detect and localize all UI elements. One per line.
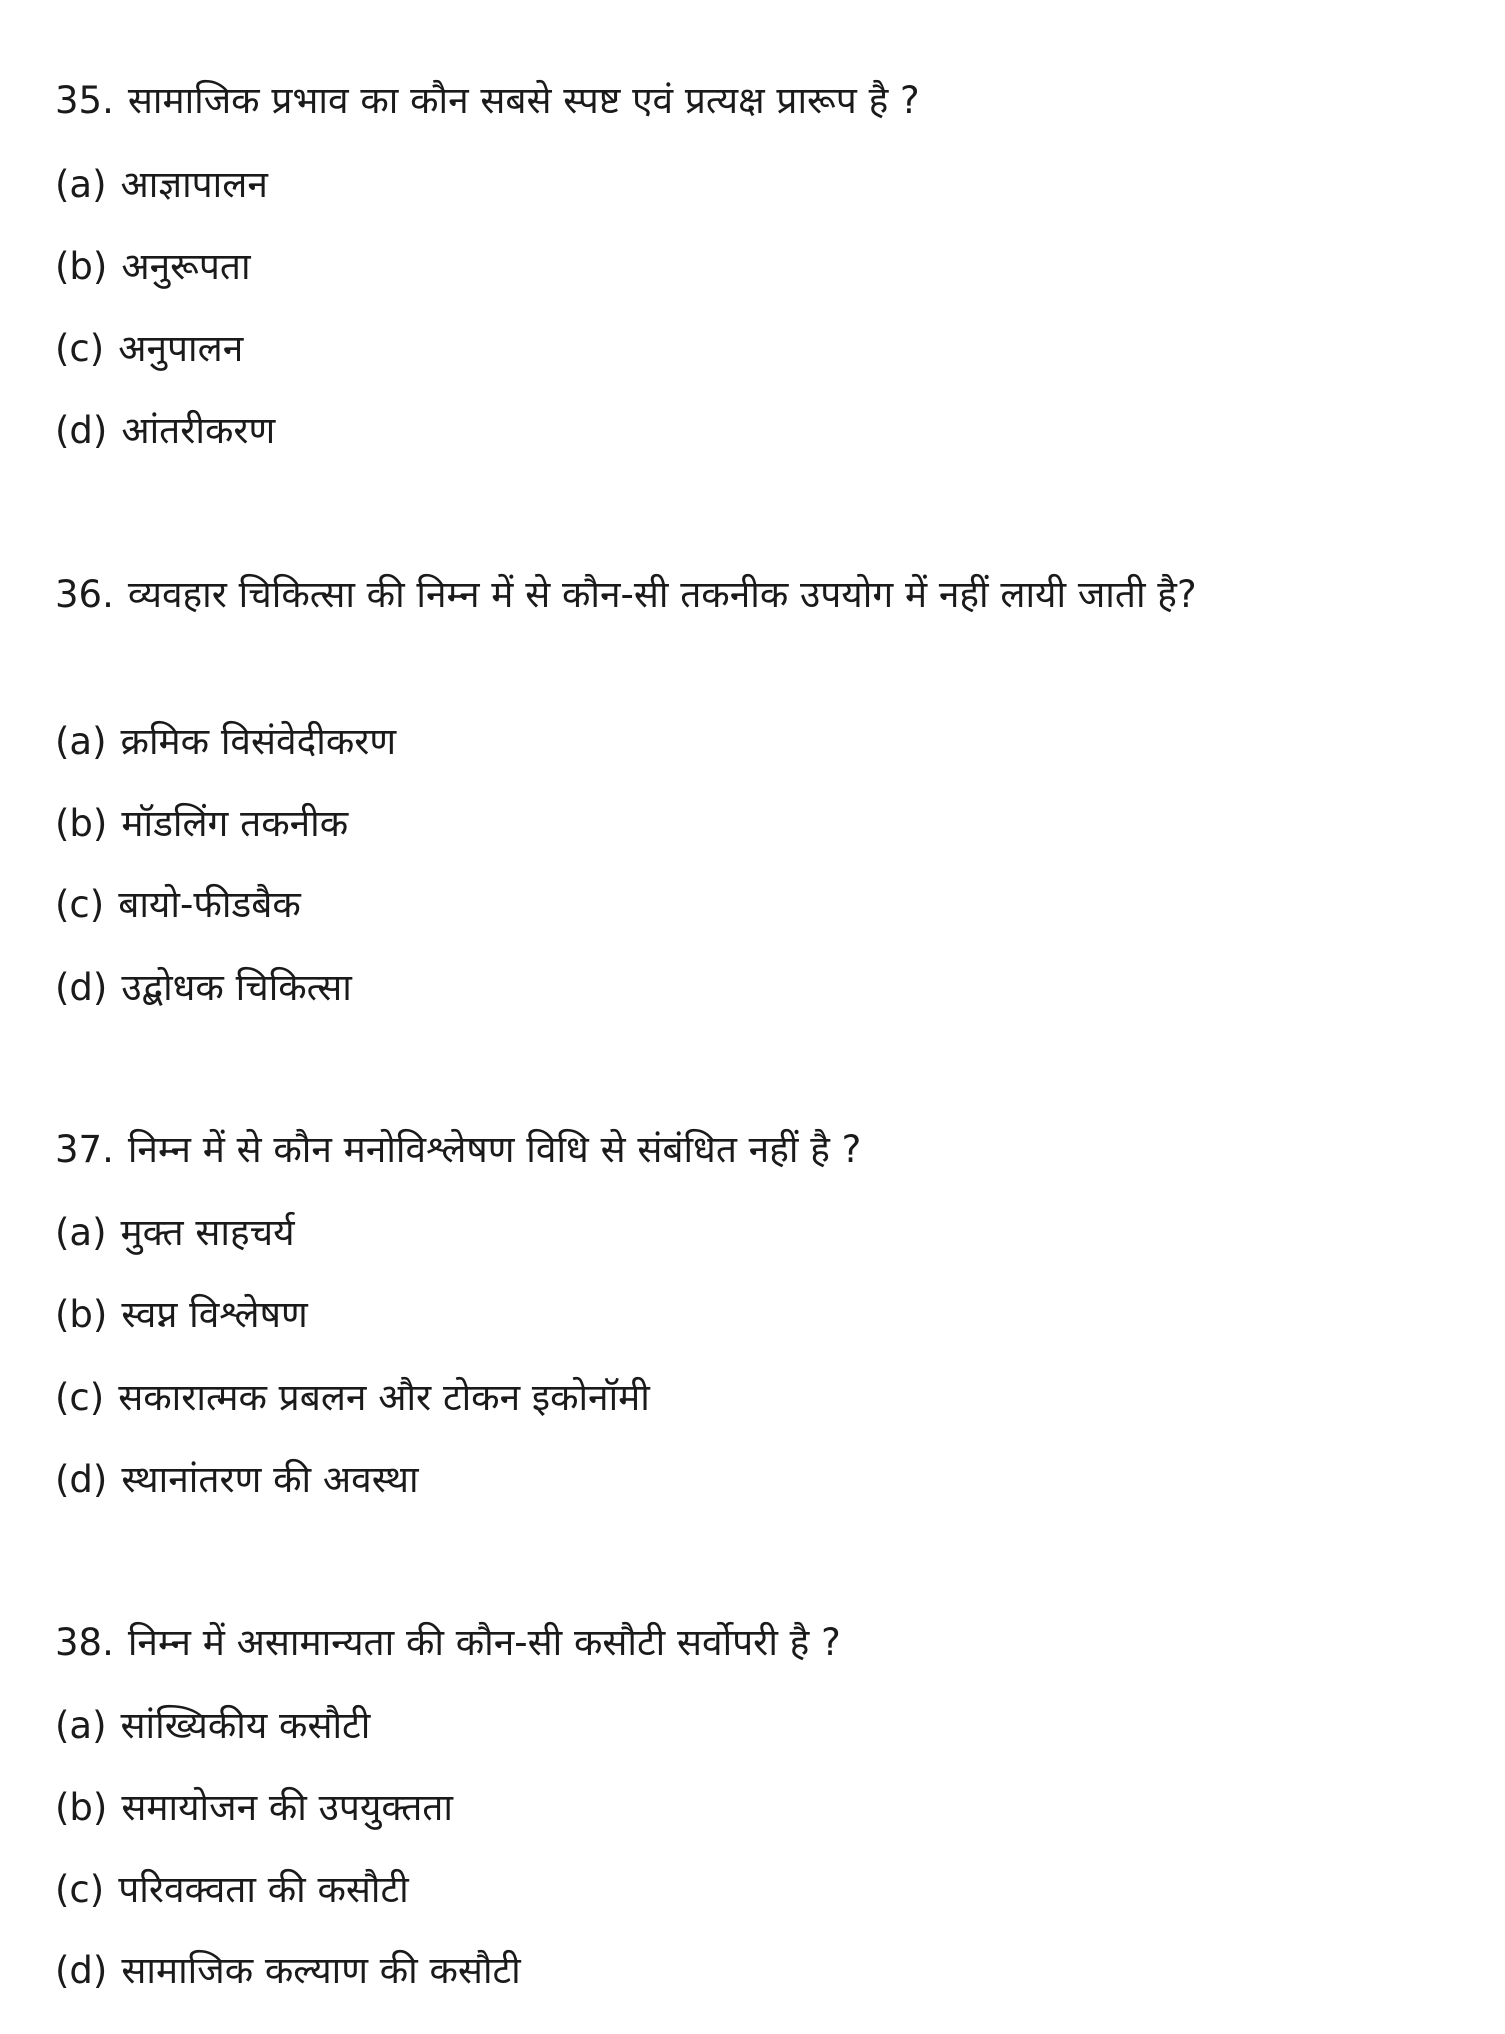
option-35-d [55, 408, 275, 454]
option-38-d [55, 1948, 521, 1994]
option-38-b [55, 1785, 453, 1831]
option-label: (d) [55, 409, 108, 452]
option-text: सांख्यिकीय कसौटी [120, 1704, 371, 1747]
option-label: (b) [55, 1786, 108, 1829]
option-text: सामाजिक कल्याण की कसौटी [121, 1949, 521, 1992]
option-text: परिवक्वता की कसौटी [118, 1868, 409, 1911]
option-label: (d) [55, 1458, 108, 1501]
option-37-a [55, 1210, 295, 1256]
option-37-c [55, 1375, 650, 1421]
question-number: 38. [55, 1621, 114, 1664]
option-text: मॉडलिंग तकनीक [121, 802, 349, 845]
option-label: (a) [55, 163, 107, 206]
option-text: अनुपालन [118, 327, 244, 370]
question-number: 36. [55, 573, 114, 616]
option-text: आज्ञापालन [120, 163, 268, 206]
option-35-c [55, 326, 243, 372]
question-35 [55, 78, 920, 124]
question-37 [55, 1127, 861, 1173]
option-label: (c) [55, 1376, 105, 1419]
option-36-a [55, 719, 396, 765]
option-35-a [55, 162, 268, 208]
question-text: व्यवहार चिकित्सा की निम्न में से कौन-सी तकनीक उपयोग में नहीं लायी जाती है? [127, 573, 1197, 616]
option-text: सकारात्मक प्रबलन और टोकन इकोनॉमी [118, 1376, 650, 1419]
option-text: मुक्त साहचर्य [120, 1211, 295, 1254]
option-text: क्रमिक विसंवेदीकरण [120, 720, 397, 763]
option-label: (c) [55, 327, 105, 370]
option-label: (a) [55, 1704, 107, 1747]
option-37-b [55, 1292, 308, 1338]
question-36 [55, 562, 1405, 627]
question-38 [55, 1620, 841, 1666]
option-label: (d) [55, 966, 108, 1009]
question-number: 35. [55, 79, 114, 122]
option-text: आंतरीकरण [121, 409, 276, 452]
option-38-a [55, 1703, 370, 1749]
option-label: (b) [55, 245, 108, 288]
option-36-c [55, 882, 301, 928]
option-label: (a) [55, 720, 107, 763]
question-text: निम्न में से कौन मनोविश्लेषण विधि से संबंधित नहीं है ? [127, 1128, 862, 1171]
option-label: (b) [55, 1293, 108, 1336]
option-text: समायोजन की उपयुक्तता [121, 1786, 453, 1829]
option-37-d [55, 1457, 419, 1503]
option-38-c [55, 1867, 409, 1913]
option-label: (d) [55, 1949, 108, 1992]
option-label: (c) [55, 883, 105, 926]
option-label: (b) [55, 802, 108, 845]
question-text: निम्न में असामान्यता की कौन-सी कसौटी सर्वोपरी है ? [127, 1621, 841, 1664]
option-text: उद्बोधक चिकित्सा [121, 966, 352, 1009]
option-35-b [55, 244, 251, 290]
option-36-d [55, 965, 352, 1011]
option-label: (c) [55, 1868, 105, 1911]
option-text: स्थानांतरण की अवस्था [121, 1458, 419, 1501]
option-text: बायो-फीडबैक [118, 883, 301, 926]
option-36-b [55, 801, 348, 847]
option-text: स्वप्न विश्लेषण [121, 1293, 308, 1336]
option-text: अनुरूपता [121, 245, 251, 288]
option-label: (a) [55, 1211, 107, 1254]
question-number: 37. [55, 1128, 114, 1171]
question-text: सामाजिक प्रभाव का कौन सबसे स्पष्ट एवं प्रत्यक्ष प्रारूप है ? [127, 79, 920, 122]
